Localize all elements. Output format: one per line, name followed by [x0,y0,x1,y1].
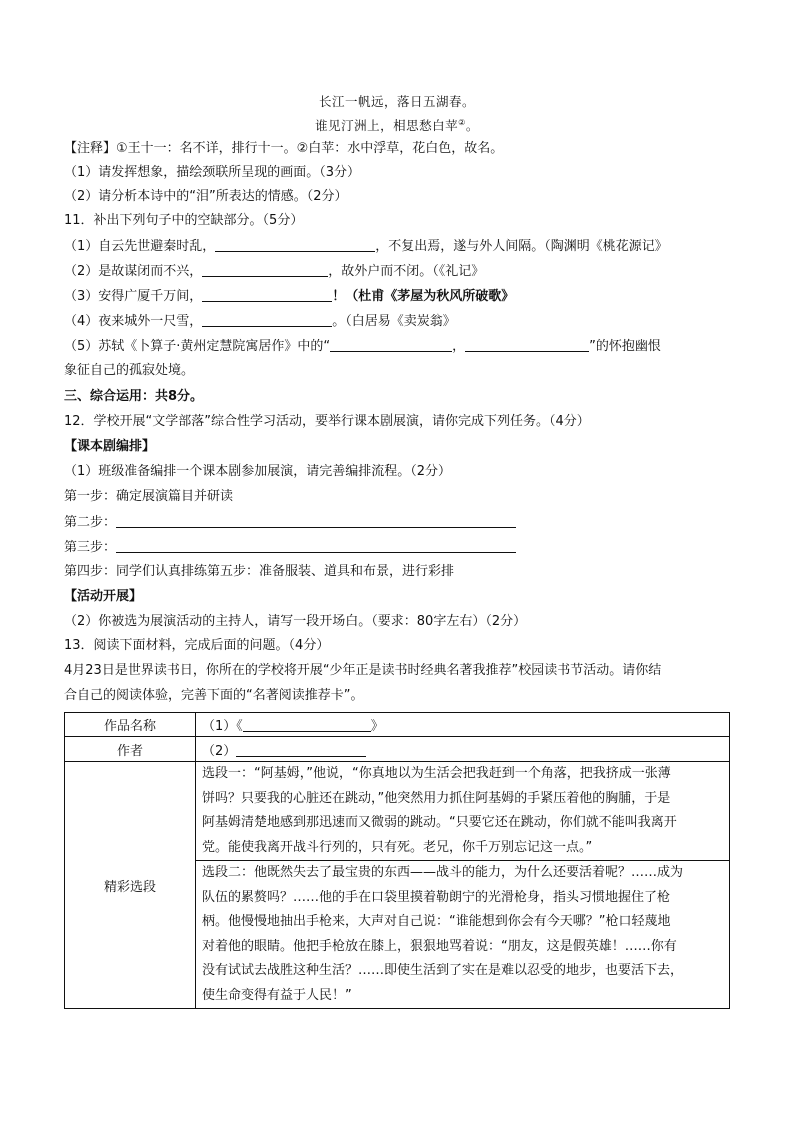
poem-note-marker: ② [458,117,466,127]
answer-blank[interactable] [116,513,516,528]
card-value-title [196,713,730,737]
card-row-title [65,713,730,737]
q13-intro-line-1: 4月23日是世界读书日，你所在的学校将开展“少年正是读书时经典名著我推荐”校园读书节活动。请你结 [64,663,662,678]
card-label-author: 作者 [65,737,196,762]
q11-s3-post: ！（杜甫《茅屋为秋风所破歌》 [332,289,515,304]
card-excerpt-1 [196,762,730,861]
q12-step2-label: 第二步： [64,515,117,530]
book-recommendation-card [64,712,730,1009]
q12-title: 12．学校开展“文学部落”综合性学习活动，要举行课本剧展演，请你完成下列任务。（4分） [64,414,590,429]
excerpt-line: 饼吗？只要我的心脏还在跳动，”他突然用力抓住阿基姆的手紧压着他的胸脯，于是 [202,790,671,806]
answer-blank[interactable] [330,337,452,352]
excerpt-line: 没有试试去战胜这种生活？……即使生活到了实在是难以忍受的地步，也要活下去， [202,963,684,978]
answer-blank[interactable] [116,538,516,553]
excerpt-line: 柄。他慢慢地抽出手枪来，大声对自己说：“谁能想到你会有今天哪？”枪口轻蔑地 [202,914,671,929]
q11-s5-post: ”的怀抱幽恨 [589,339,661,354]
card-title-post: 》 [370,719,384,734]
excerpt-line: 党。能使我离开战斗行列的，只有死。老兄，你千万别忘记这一点。” [202,839,593,855]
answer-blank[interactable] [243,717,371,732]
q11-s2-pre: （2）是故谋闭而不兴， [64,264,203,279]
card-title-pre: （1）《 [202,719,243,734]
q12-heading-script: 【课本剧编排】 [64,439,156,454]
poem-line-2-end: 。 [465,118,479,133]
excerpt-line: 选段一：“阿基姆，”他说，“你真地以为生活会把我赶到一个角落，把我挤成一张薄 [202,766,671,781]
excerpt-line: 选段二：他既然失去了最宝贵的东西——战斗的能力，为什么还要活着呢？……成为 [202,865,684,880]
q11-s5-pre: （5）苏轼《卜算子·黄州定慧院寓居作》中的“ [64,339,331,354]
answer-blank[interactable] [202,287,332,302]
answer-blank[interactable] [236,742,366,757]
q11-s3-pre: （3）安得广厦千万间， [64,289,203,304]
q10-part1: （1）请发挥想象，描绘颈联所呈现的画面。（3分） [64,165,361,180]
q11-sentence-4 [64,312,456,331]
poem-line-2 [0,116,794,134]
section-3-heading: 三、综合运用：共8分。 [64,389,204,404]
q11-sentence-1 [64,237,668,256]
card-label-title: 作品名称 [65,713,196,737]
q11-sentence-3 [64,287,514,306]
excerpt-line: 队伍的累赘吗？……他的手在口袋里摸着勒朗宁的光滑枪身，指头习惯地握住了枪 [202,889,671,905]
q12-part1: （1）班级准备编排一个课本剧参加展演，请完善编排流程。（2分） [64,464,452,479]
answer-blank[interactable] [465,337,589,352]
q11-sentence-5-cont: 象征自己的孤寂处境。 [64,363,195,378]
annotation-notes: 【注释】①王十一：名不详，排行十一。②白苹：水中浮草，花白色，故名。 [64,141,504,156]
answer-blank[interactable] [202,262,328,277]
q11-s2-post: ，故外户而不闭。（《礼记》 [328,264,485,279]
card-excerpt-2 [196,861,730,1009]
q12-step2 [64,513,516,532]
q12-step3 [64,538,516,557]
answer-blank[interactable] [215,237,375,252]
q11-s1-pre: （1）自云先世避秦时乱， [64,239,216,254]
excerpt-line: 对着他的眼睛。他把手枪放在膝上，狠狠地骂着说：“朋友，这是假英雄！……你有 [202,938,677,954]
card-row-excerpt-1 [65,762,730,861]
excerpt-line: 使生命变得有益于人民！” [202,987,352,1003]
q11-sentence-2 [64,262,484,281]
excerpt-line: 阿基姆清楚地感到那迅速而又微弱的跳动。“只要它还在跳动，你们就不能叫我离开 [202,815,677,830]
q12-step1: 第一步：确定展演篇目并研读 [64,489,234,504]
q12-part2: （2）你被选为展演活动的主持人，请写一段开场白。（要求：80字左右）（2分） [64,614,527,629]
q11-s4-pre: （4）夜来城外一尺雪， [64,314,203,329]
q12-heading-activity: 【活动开展】 [64,589,143,604]
q11-s1-post: ，不复出焉，遂与外人间隔。（陶渊明《桃花源记》 [375,239,668,254]
q12-step4: 第四步：同学们认真排练第五步：准备服装、道具和布景，进行彩排 [64,564,455,579]
q11-sentence-5 [64,337,661,356]
poem-line-1: 长江一帆远，落日五湖春。 [318,94,475,109]
card-author-pre: （2） [202,743,237,759]
q13-intro-line-2: 合自己的阅读体验，完善下面的“名著阅读推荐卡”。 [64,688,364,703]
card-row-author [65,737,730,762]
q13-title: 13．阅读下面材料，完成后面的问题。（4分） [64,638,330,653]
answer-blank[interactable] [202,312,332,327]
q11-title: 11．补出下列句子中的空缺部分。（5分） [64,213,304,228]
card-label-excerpts: 精彩选段 [65,762,196,1009]
q10-part2: （2）请分析本诗中的“泪”所表达的情感。（2分） [64,189,348,204]
q12-step3-label: 第三步： [64,540,117,555]
q11-s5-mid: ， [452,339,466,354]
poem-line-2-text: 谁见汀洲上，相思愁白苹 [315,118,459,133]
q11-s4-post: 。（白居易《卖炭翁》 [332,314,456,329]
card-value-author [196,737,730,762]
